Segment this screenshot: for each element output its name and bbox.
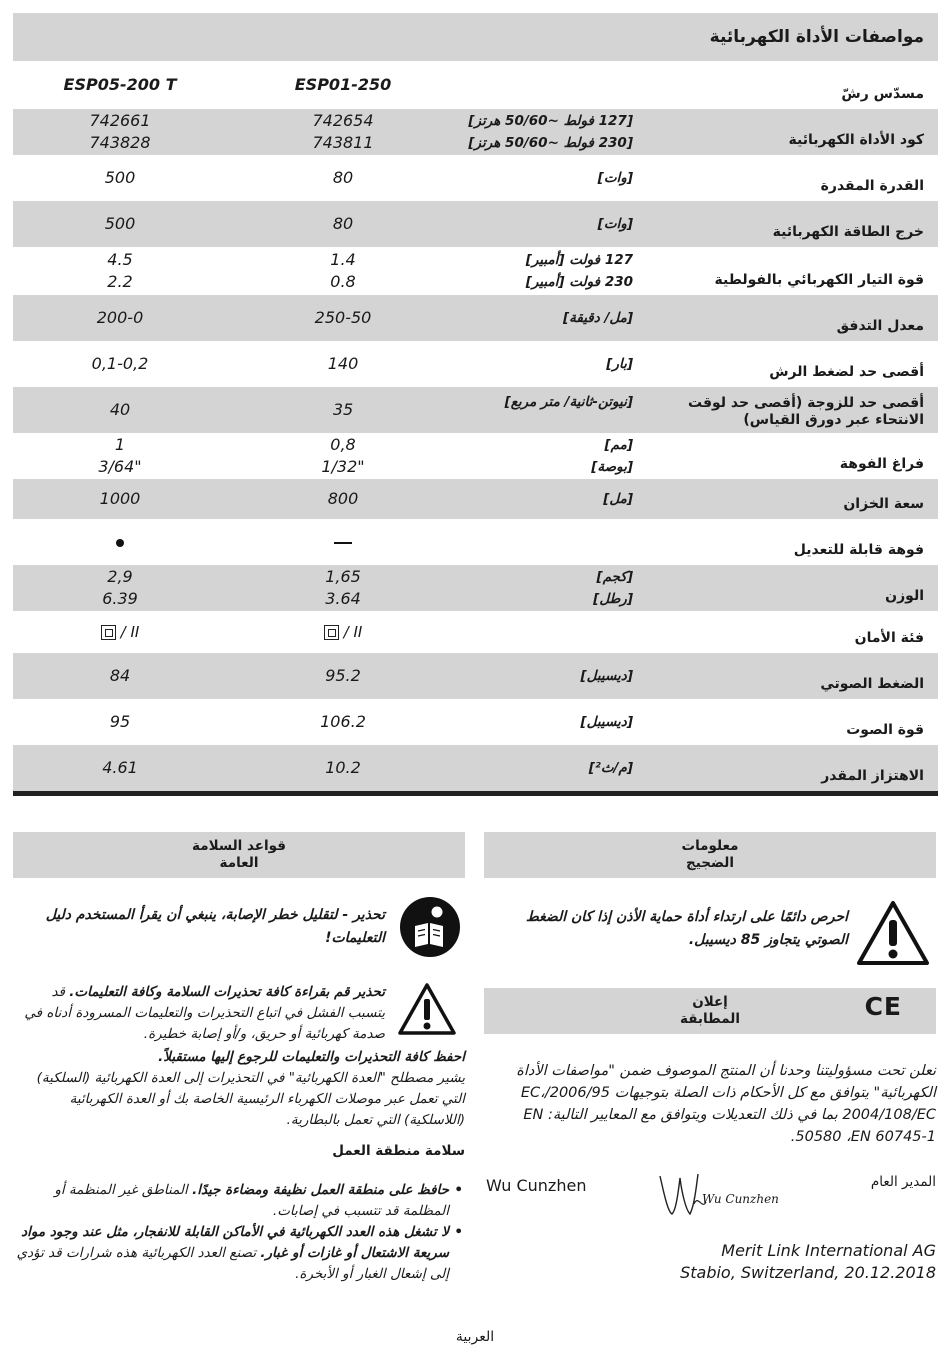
spec-unit [433, 249, 633, 293]
noise-conformity-column [484, 832, 936, 1284]
spec-value-line: 4.61 [102, 758, 138, 777]
spec-value-line: 743828 [89, 133, 151, 152]
spec-value-line: 0,8 [330, 435, 356, 454]
bullet-clean-area [13, 1180, 465, 1222]
warning-text: قد يتسبب الفشل في اتباع التحذيرات والتعليمات المسرودة أدناه في صدمة كهربائية أو حريق، و/أو إصابة خطيرة. [24, 984, 385, 1042]
spec-row [13, 247, 938, 295]
signature-block [484, 1164, 936, 1234]
spec-value-line: 95 [109, 712, 131, 731]
spec-row [13, 479, 938, 519]
spec-row [13, 745, 938, 791]
safety-class-text: / II [120, 623, 140, 641]
spec-value-line: 742654 [312, 111, 374, 130]
spec-unit [433, 307, 633, 329]
spec-unit-line: [ديسيبل] [580, 668, 633, 684]
spec-unit-line: [ديسيبل] [580, 714, 633, 730]
spec-value-model2 [40, 488, 200, 510]
spec-value-model1 [263, 757, 423, 779]
spec-label: فئة الأمان [854, 630, 924, 646]
spec-row [13, 519, 938, 565]
spec-unit-line: [230 فولط ~50/60 هرتز] [468, 135, 633, 151]
spec-value-line: 2.2 [107, 272, 133, 291]
spec-row [13, 653, 938, 699]
spec-value-line: 743811 [312, 133, 374, 152]
spec-row [13, 155, 938, 201]
spec-unit [433, 110, 633, 154]
spec-unit [433, 566, 633, 610]
spec-value-model2 [40, 566, 200, 610]
spec-value-line: 200-0 [96, 308, 144, 327]
spec-value-line: 95.2 [325, 666, 361, 685]
spec-row [13, 387, 938, 433]
spec-value-line: 3/64" [98, 457, 142, 476]
spec-value-line: 84 [109, 666, 131, 685]
manager-label: المدير العام [870, 1174, 936, 1190]
spec-unit-line: [مل] [603, 491, 633, 507]
bullet2-bold: لا تشغل هذه العدد الكهربائية في الأماكن القابلة للانفجار، مثل عند وجود مواد سريعة الاشتعال أو غازات أو غبار. [21, 1224, 449, 1261]
spec-unit [433, 213, 633, 235]
spec-row [13, 341, 938, 387]
model-row [13, 61, 938, 109]
spec-unit [433, 711, 633, 733]
spec-value-line: 106.2 [320, 712, 366, 731]
spec-value-model2 [40, 110, 200, 154]
spec-label: فوهة قابلة للتعديل [793, 542, 924, 558]
spec-label: قوة التيار الكهربائي بالفولطية [714, 272, 924, 288]
spec-unit-line: [مم] [604, 437, 633, 453]
spec-unit-line: [127 فولط ~50/60 هرتز] [468, 113, 633, 129]
spec-value-line: 500 [104, 214, 136, 233]
spec-value-line: 3.64 [325, 589, 361, 608]
spec-value-model2 [40, 307, 200, 329]
specs-bottom-rule [13, 791, 938, 796]
spec-value-line: 10.2 [325, 758, 361, 777]
spec-row [13, 109, 938, 155]
model-name-2: ESP05-200 T [63, 75, 177, 94]
spec-value-line: 1,65 [325, 567, 361, 586]
spec-unit-line: [مل/ دقيقة] [562, 310, 633, 326]
spec-unit [433, 665, 633, 687]
spec-label: الوزن [885, 588, 924, 604]
conformity-heading-line2: المطابقة [680, 1011, 740, 1027]
spec-value-line: 1 [114, 435, 126, 454]
spec-unit-line: [نيوتن-ثانية/ متر مربع] [504, 394, 633, 410]
specs-table [13, 61, 938, 791]
double-insulation-icon [101, 625, 116, 640]
spec-unit [433, 434, 633, 478]
work-area-title: سلامة منطقة العمل [332, 1143, 465, 1159]
not-available-dash-icon [334, 542, 352, 544]
spec-value-model1 [263, 531, 423, 553]
safety-warnings [13, 982, 465, 1285]
noise-heading-line2: الضجيج [686, 855, 734, 871]
spec-value-line: 1000 [99, 489, 141, 508]
double-insulation-icon [324, 625, 339, 640]
place-date: Stabio, Switzerland, 20.12.2018 [680, 1263, 936, 1282]
spec-value-model1 [263, 434, 423, 478]
spec-label: الاهتزاز المقدر [821, 768, 924, 784]
spec-unit [433, 757, 633, 779]
safety-heading-line2: العامة [219, 855, 259, 871]
spec-label: خرج الطاقة الكهربائية [772, 224, 924, 240]
spec-label: فراغ الفوهة [839, 456, 924, 472]
spec-value-model1 [263, 249, 423, 293]
model-name-1: ESP01-250 [294, 75, 392, 94]
spec-value-model2 [40, 757, 200, 779]
bullet2-text: تصنع العدد الكهربائية هذه شرارات قد تؤدي إلى إشعال الغبار أو الأبخرة. [16, 1245, 449, 1282]
spec-value-model1 [263, 566, 423, 610]
spec-label: القدرة المقدرة [820, 178, 924, 194]
bullet-explosive [13, 1222, 465, 1285]
spec-unit-line: [كجم] [596, 569, 633, 585]
spec-value-line: 35 [332, 400, 354, 419]
spec-row [13, 611, 938, 653]
spec-row [13, 433, 938, 479]
available-dot-icon [116, 539, 124, 547]
spec-unit [433, 353, 633, 375]
company-name: Merit Link International AG [721, 1241, 936, 1260]
bullet1-bold: حافظ على منطقة العمل نظيفة ومضاءة جيدًا. [192, 1182, 449, 1198]
safety-column [13, 832, 465, 1285]
spec-value-model1 [263, 167, 423, 189]
spec-value-model2 [40, 213, 200, 235]
spec-label: أقصى حد لضغط الرش [769, 364, 924, 380]
spec-value-model1 [263, 711, 423, 733]
spec-unit-line: 230 فولت [أمبير] [525, 274, 633, 290]
spec-unit-line: 127 فولت [أمبير] [525, 252, 633, 268]
spec-value-model1 [263, 399, 423, 421]
manager-name: Wu Cunzhen [486, 1176, 587, 1195]
signature-image [654, 1164, 784, 1224]
spec-value-line: 80 [332, 168, 354, 187]
spec-value-model2 [40, 353, 200, 375]
noise-heading-line1: معلومات [681, 838, 739, 854]
spec-value-line: 500 [104, 168, 136, 187]
spec-value-line: 1.4 [330, 250, 356, 269]
spec-value-line: 742661 [89, 111, 151, 130]
spec-value-model1 [263, 307, 423, 329]
spec-unit-line: [وات] [597, 216, 633, 232]
read-manual-icon [399, 896, 461, 958]
spec-label: معدل التدفق [836, 318, 924, 334]
safety-heading-line1: قواعد السلامة [192, 838, 286, 854]
conformity-heading-line1: إعلان [692, 994, 728, 1010]
safety-class-text: / II [343, 623, 363, 641]
spec-value-line: 4.5 [107, 250, 133, 269]
safety-class-value [101, 623, 140, 641]
spec-unit [433, 393, 633, 411]
model-row-label: مسدّس رشّ [841, 86, 924, 102]
spec-value-line: 140 [327, 354, 359, 373]
spec-label: قوة الصوت [846, 722, 924, 738]
noise-block [484, 878, 936, 988]
spec-value-model1 [263, 488, 423, 510]
spec-value-model2 [40, 399, 200, 421]
ce-mark-icon: CE [864, 992, 902, 1021]
term-definition: يشير مصطلح "العدة الكهربائية" في التحذيرات إلى العدة الكهربائية (السلكية) التي تعمل عبر موصلات الكهرباء الرئيسية الخاصة بك أو العدة الكهربائية (اللاسلكية) التي تعمل بالبطارية. [36, 1070, 465, 1128]
spec-label: كود الأداة الكهربائية [788, 132, 924, 148]
spec-unit [433, 488, 633, 510]
spec-value-line: 800 [327, 489, 359, 508]
noise-text: احرص دائمًا على ارتداء أداة حماية الأذن إذا كان الضغط الصوتي يتجاوز 85 ديسيبل. [525, 909, 848, 948]
spec-unit-line: [م/ث²] [588, 760, 633, 776]
spec-value-model1 [263, 110, 423, 154]
spec-value-line: 80 [332, 214, 354, 233]
signature-text: Wu Cunzhen [702, 1192, 779, 1206]
spec-value-line: 40 [109, 400, 131, 419]
safety-class-value [324, 623, 363, 641]
spec-value-line: 0.8 [330, 272, 356, 291]
spec-value-model2 [40, 249, 200, 293]
spec-label: الضغط الصوتي [820, 676, 924, 692]
safety-heading [13, 832, 465, 878]
spec-row [13, 201, 938, 247]
spec-value-line: 0,1-0,2 [91, 354, 149, 373]
spec-value-line: 6.39 [102, 589, 138, 608]
spec-value-model2 [40, 531, 200, 553]
noise-heading [484, 832, 936, 878]
spec-row [13, 699, 938, 745]
spec-unit-line: [بار] [606, 356, 633, 372]
conformity-heading [484, 988, 936, 1034]
spec-value-line: 1/32" [321, 457, 365, 476]
spec-label: أقصى حد للزوجة (أقصى حد لوقت الانتحاء عبر دورق القياس) [688, 395, 924, 428]
spec-value-line: 2,9 [107, 567, 133, 586]
spec-value-model1 [263, 353, 423, 375]
spec-unit [433, 167, 633, 189]
spec-sheet [13, 13, 938, 796]
spec-value-model1 [263, 621, 423, 643]
spec-value-model2 [40, 434, 200, 478]
spec-unit-line: [وات] [597, 170, 633, 186]
specs-title: مواصفات الأداة الكهربائية [13, 13, 938, 61]
spec-unit-line: [رطل] [593, 591, 633, 607]
warning-bold: تحذير قم بقراءة كافة تحذيرات السلامة وكافة التعليمات. [69, 984, 385, 1000]
spec-row [13, 565, 938, 611]
spec-value-model1 [263, 665, 423, 687]
spec-value-model2 [40, 711, 200, 733]
spec-label: سعة الخزان [843, 496, 924, 512]
bullet1-text: المناطق غير المنظمة أو المظلمة قد تتسبب في إصابات. [54, 1182, 449, 1219]
spec-value-model1 [263, 213, 423, 235]
warning-triangle-icon [397, 982, 457, 1036]
spec-value-model2 [40, 621, 200, 643]
conformity-text: نعلن تحت مسؤوليتنا وحدنا أن المنتج الموصوف ضمن "مواصفات الأداة الكهربائية" يتوافق مع كل الأحكام ذات الصلة بتوجيهات 2006/95/EC، 2004/108/EC بما في ذلك التعديلات ويتوافق مع المعايير التالية: EN 50580 ،EN 60745-1. [516, 1063, 936, 1145]
spec-value-model2 [40, 665, 200, 687]
read-manual-block [13, 878, 465, 982]
read-manual-text: تحذير - لتقليل خطر الإصابة، ينبغي أن يقرأ المستخدم دليل التعليمات! [45, 907, 385, 946]
spec-value-line: 250-50 [314, 308, 372, 327]
page-language-footer: العربية [455, 1329, 495, 1345]
keep-instructions: احفظ كافة التحذيرات والتعليمات للرجوع إليها مستقبلاً. [158, 1049, 465, 1065]
spec-value-model2 [40, 167, 200, 189]
spec-unit-line: [بوصة] [591, 459, 633, 475]
spec-row [13, 295, 938, 341]
warning-triangle-icon [856, 900, 930, 966]
